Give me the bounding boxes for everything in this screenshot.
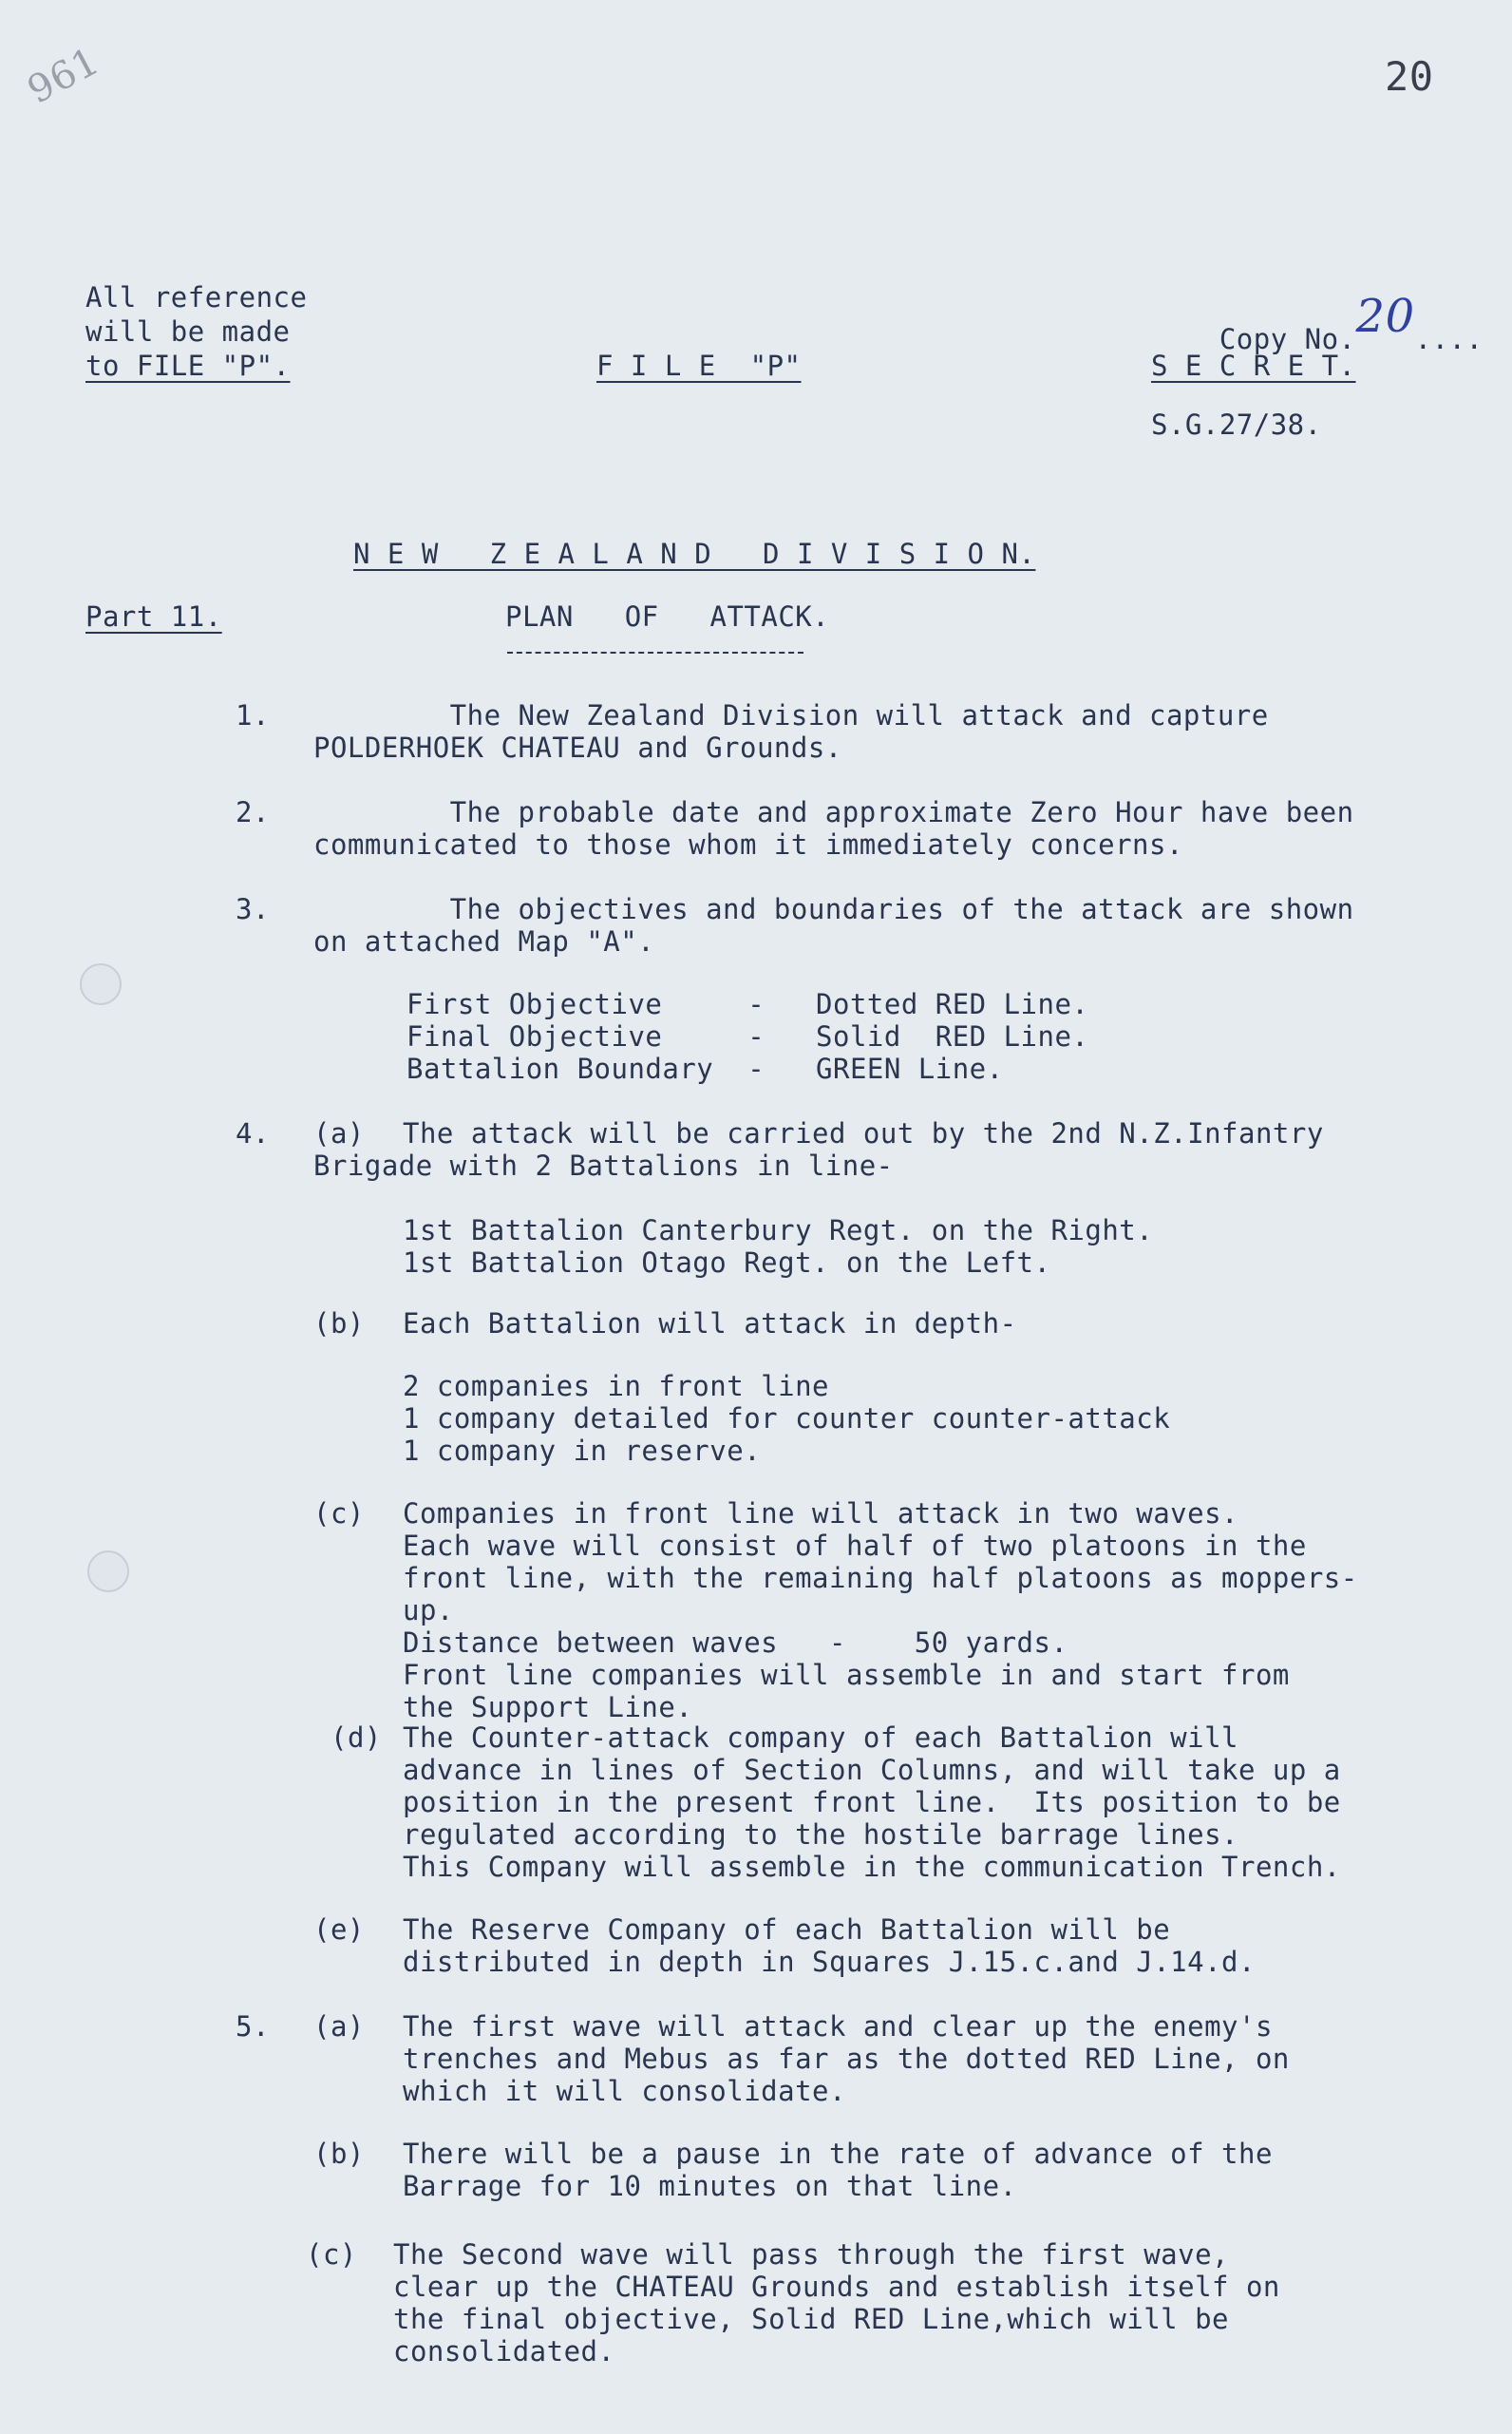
para-5c-label: (c) [306,2238,357,2271]
para-4a-text: The attack will be carried out by the 2nd N.Z.Infantry Brigade with 2 Battalions in line- [313,1117,1324,1182]
archive-number: 961 [20,39,107,113]
para-1-number: 1. [236,699,270,732]
para-4-number: 4. [236,1117,270,1150]
para-4c-label: (c) [313,1497,365,1530]
para-4d-label: (d) [331,1721,382,1754]
companies-list: 2 companies in front line 1 company detailed for counter counter-attack 1 company in reserve. [403,1370,1171,1467]
para-5a-text: The first wave will attack and clear up the enemy's trenches and Mebus as far as the dotted RED Line, on which it will consolidate. [403,2010,1290,2107]
para-5b-label: (b) [313,2138,365,2170]
division-title: N E W Z E A L A N D D I V I S I O N. [353,538,1036,570]
para-3-text: The objectives and boundaries of the attack are shown on attached Map "A". [313,893,1354,958]
para-4d-text: The Counter-attack company of each Battalion will advance in lines of Section Columns, and will take up a position in the present front line. Its position to be regulated according to the hostile barrage lines. This Company will assemble in the communication Trench. [403,1721,1341,1883]
para-5-number: 5. [236,2010,270,2043]
copy-label: Copy No. [1219,323,1356,355]
punch-hole-upper [80,963,122,1005]
para-4a-label: (a) [313,1117,365,1150]
para-5a-label: (a) [313,2010,365,2043]
para-5b-text: There will be a pause in the rate of advance of the Barrage for 10 minutes on that line. [403,2138,1273,2202]
reference-line-3: to FILE "P". [85,350,291,382]
para-1-text: The New Zealand Division will attack and capture POLDERHOEK CHATEAU and Grounds. [313,699,1269,764]
para-4c-text: Companies in front line will attack in two waves. Each wave will consist of half of two platoons in the front line, with the remaining half platoons as moppers- up. Distance between waves - 50 yards. Front line companies will assemble in and start from the Support Line. [403,1497,1358,1723]
para-2-text: The probable date and approximate Zero Hour have been communicated to those whom it immediately concerns. [313,796,1354,861]
reference-line-1: All reference [85,281,308,314]
para-2-number: 2. [236,796,270,828]
battalions-list: 1st Battalion Canterbury Regt. on the Right. 1st Battalion Otago Regt. on the Left. [403,1214,1154,1279]
para-4e-label: (e) [313,1913,365,1946]
reference-line-2: will be made [85,315,291,348]
file-number: S.G.27/38. [1151,409,1322,441]
para-4b-text: Each Battalion will attack in depth- [403,1307,1017,1340]
page-number: 20 [1385,53,1434,100]
file-title: F I L E "P" [596,350,802,382]
copy-handwritten-number: 20 [1355,290,1415,343]
copy-dots: .... [1414,323,1484,355]
para-3-number: 3. [236,893,270,925]
punch-hole-lower [87,1550,129,1592]
para-4e-text: The Reserve Company of each Battalion will be distributed in depth in Squares J.15.c.and J.14.d. [403,1913,1256,1978]
secrecy-marking: S E C R E T. [1151,350,1356,382]
para-5c-text: The Second wave will pass through the first wave, clear up the CHATEAU Grounds and establish itself on the final objective, Solid RED Line,which will be consolidated. [393,2238,1280,2367]
para-4b-label: (b) [313,1307,365,1340]
part-label: Part 11. [85,600,222,633]
plan-title-rule [507,652,803,654]
objectives-list: First Objective - Dotted RED Line. Final Objective - Solid RED Line. Battalion Boundary - GREEN Line. [406,988,1089,1085]
plan-title: PLAN OF ATTACK. [505,600,830,633]
